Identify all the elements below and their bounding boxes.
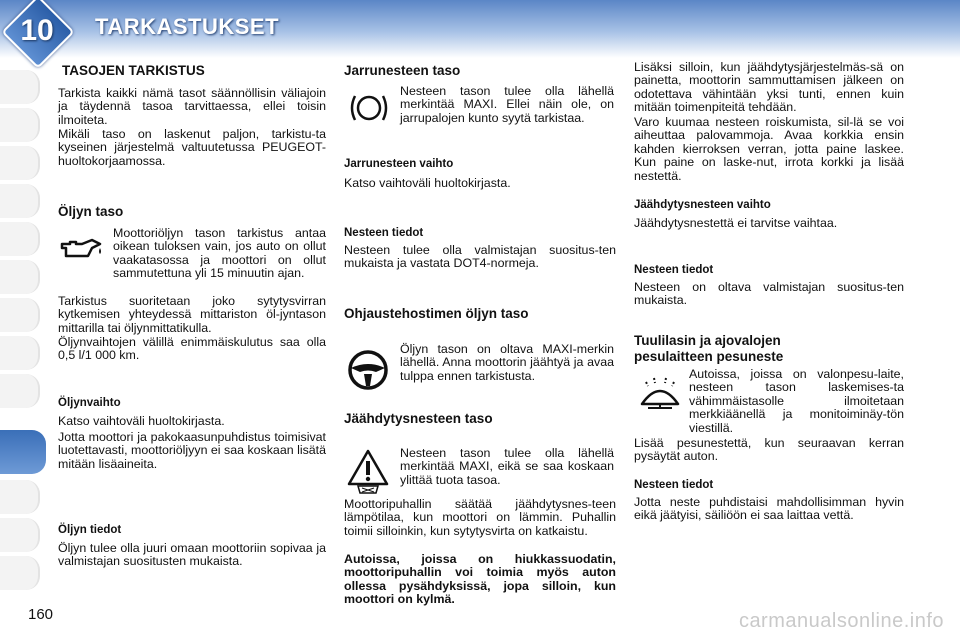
chapter-tab[interactable] <box>0 260 40 294</box>
chapter-tab[interactable] <box>0 146 40 180</box>
paragraph: Mikäli taso on laskenut paljon, tarkistu-ta kyseinen järjestelmä valtuutetussa PEUGEOT-huoltokorjaamossa. <box>58 127 326 168</box>
paragraph: Nesteen tason tulee olla lähellä merkintää MAXI, eikä se saa koskaan ylittää tuota tasoa. <box>400 446 614 487</box>
paragraph: Nesteen tulee olla valmistajan suositus-ten mukaista ja vastata DOT4-normeja. <box>344 243 616 271</box>
oil-change-heading: Öljynvaihto <box>58 397 121 409</box>
warning-paragraph: Autoissa, joissa on hiukkassuodatin, moottoripuhallin voi toimia myös auton ollessa pysähdyksissä, jopa silloin, kun moottori on kylmä. <box>344 552 616 607</box>
paragraph: Jotta moottori ja pakokaasunpuhdistus toimisivat luotettavasti, moottoriöljyyn ei saa koskaan lisätä mitään lisäaineita. <box>58 430 326 471</box>
paragraph: Tarkistus suoritetaan joko sytytysvirran kytkemisen yhteydessä mittariston öl-jyntason mittarilla tai öljynmittatikulla. <box>58 294 326 335</box>
oil-info-heading: Öljyn tiedot <box>58 524 122 536</box>
chapter-tab[interactable] <box>0 70 40 104</box>
coolant-change-heading: Jäähdytysnesteen vaihto <box>634 199 771 211</box>
chapter-tab[interactable] <box>0 518 40 552</box>
paragraph: Jäähdytysnestettä ei tarvitse vaihtaa. <box>634 216 838 230</box>
paragraph: Lisäksi silloin, kun jäähdytysjärjestelmäs-sä on painetta, moottorin sammuttamisen jälkeen on odotettava vähintään yksi tunti, ennen kuin mitään toimenpiteitä tehdään. <box>634 60 904 115</box>
oil-can-icon <box>58 234 104 266</box>
steering-heading: Ohjaustehostimen öljyn taso <box>344 306 529 321</box>
paragraph: Moottoripuhallin säätää jäähdytysnes-teen lämpötilaa, kun moottori on lämmin. Puhallin toimii silloinkin, kun sytytysvirta on katkaistu. <box>344 497 616 538</box>
chapter-tab[interactable] <box>0 480 40 514</box>
chapter-tab[interactable] <box>0 222 40 256</box>
steering-wheel-icon <box>346 348 390 392</box>
paragraph: Katso vaihtoväli huoltokirjasta. <box>344 176 511 190</box>
section-title: TASOJEN TARKISTUS <box>62 63 205 78</box>
chapter-tab[interactable] <box>0 374 40 408</box>
chapter-tabs <box>0 60 44 620</box>
coolant-warning-icon <box>346 448 390 494</box>
paragraph: Öljyn tulee olla juuri omaan moottoriin sopivaa ja valmistajan suositusten mukaista. <box>58 541 326 569</box>
brake-warning-icon <box>347 90 391 126</box>
chapter-tab[interactable] <box>0 556 40 590</box>
washer-info-heading: Nesteen tiedot <box>634 479 714 491</box>
fluid-info-heading: Nesteen tiedot <box>344 227 424 239</box>
coolant-heading: Jäähdytysnesteen taso <box>344 411 493 426</box>
chapter-number: 10 <box>20 14 54 47</box>
chapter-tab[interactable] <box>0 336 40 370</box>
paragraph: Jotta neste puhdistaisi mahdollisimman hyvin eikä jäätyisi, säiliöön ei saa laittaa vettä. <box>634 495 904 523</box>
paragraph: Moottoriöljyn tason tarkistus antaa oikean tuloksen vain, jos auto on ollut vaakatasossa ja moottori on ollut sammutettuna yli 15 minuutin ajan. <box>113 226 326 281</box>
brake-change-heading: Jarrunesteen vaihto <box>344 158 454 170</box>
paragraph: Lisää pesunestettä, kun seuraavan kerran pysäytät auton. <box>634 436 904 464</box>
chapter-title: TARKASTUKSET <box>95 14 280 39</box>
washer-fluid-icon <box>638 374 682 416</box>
watermark: carmanualsonline.info <box>738 610 944 632</box>
brake-heading: Jarrunesteen taso <box>344 63 461 78</box>
paragraph: Nesteen tason tulee olla lähellä merkintää MAXI. Ellei näin ole, on jarrupalojen kunto syytä tarkistaa. <box>400 84 614 125</box>
paragraph: Varo kuumaa nesteen roiskumista, sil-lä se voi aiheuttaa palovammoja. Avaa korkkia ensin kahden kierroksen verran, jotta paine laskee. Kun paine on laske-nut, irrota korkki ja lisää nestettä. <box>634 115 904 183</box>
oil-heading: Öljyn taso <box>58 204 124 219</box>
paragraph: Nesteen on oltava valmistajan suositus-ten mukaista. <box>634 280 904 308</box>
chapter-tab[interactable] <box>0 108 40 142</box>
paragraph: Autoissa, joissa on valonpesu-laite, nesteen tason laskemises-ta vähimmäistasolle ilmoitetaan merkkiäänellä ja monitoiminäy-tön viestillä. <box>689 367 904 435</box>
paragraph: Tarkista kaikki nämä tasot säännöllisin väliajoin ja täydennä tasoa tarvittaessa, ellei toisin ilmoiteta. <box>58 86 326 127</box>
chapter-tab[interactable] <box>0 298 40 332</box>
fluid-info-heading: Nesteen tiedot <box>634 264 714 276</box>
chapter-tab[interactable] <box>0 184 40 218</box>
paragraph: Öljynvaihtojen välillä enimmäiskulutus saa olla 0,5 l/1 000 km. <box>58 335 326 363</box>
paragraph: Öljyn tason on oltava MAXI-merkin lähellä. Anna moottorin jäähtyä ja avaa tulppa ennen tarkistusta. <box>400 342 614 383</box>
paragraph: Katso vaihtoväli huoltokirjasta. <box>58 414 225 428</box>
chapter-tab-active[interactable] <box>0 430 46 474</box>
washer-heading: Tuulilasin ja ajovalojen pesulaitteen pesuneste <box>634 333 784 364</box>
page-number: 160 <box>28 606 54 623</box>
